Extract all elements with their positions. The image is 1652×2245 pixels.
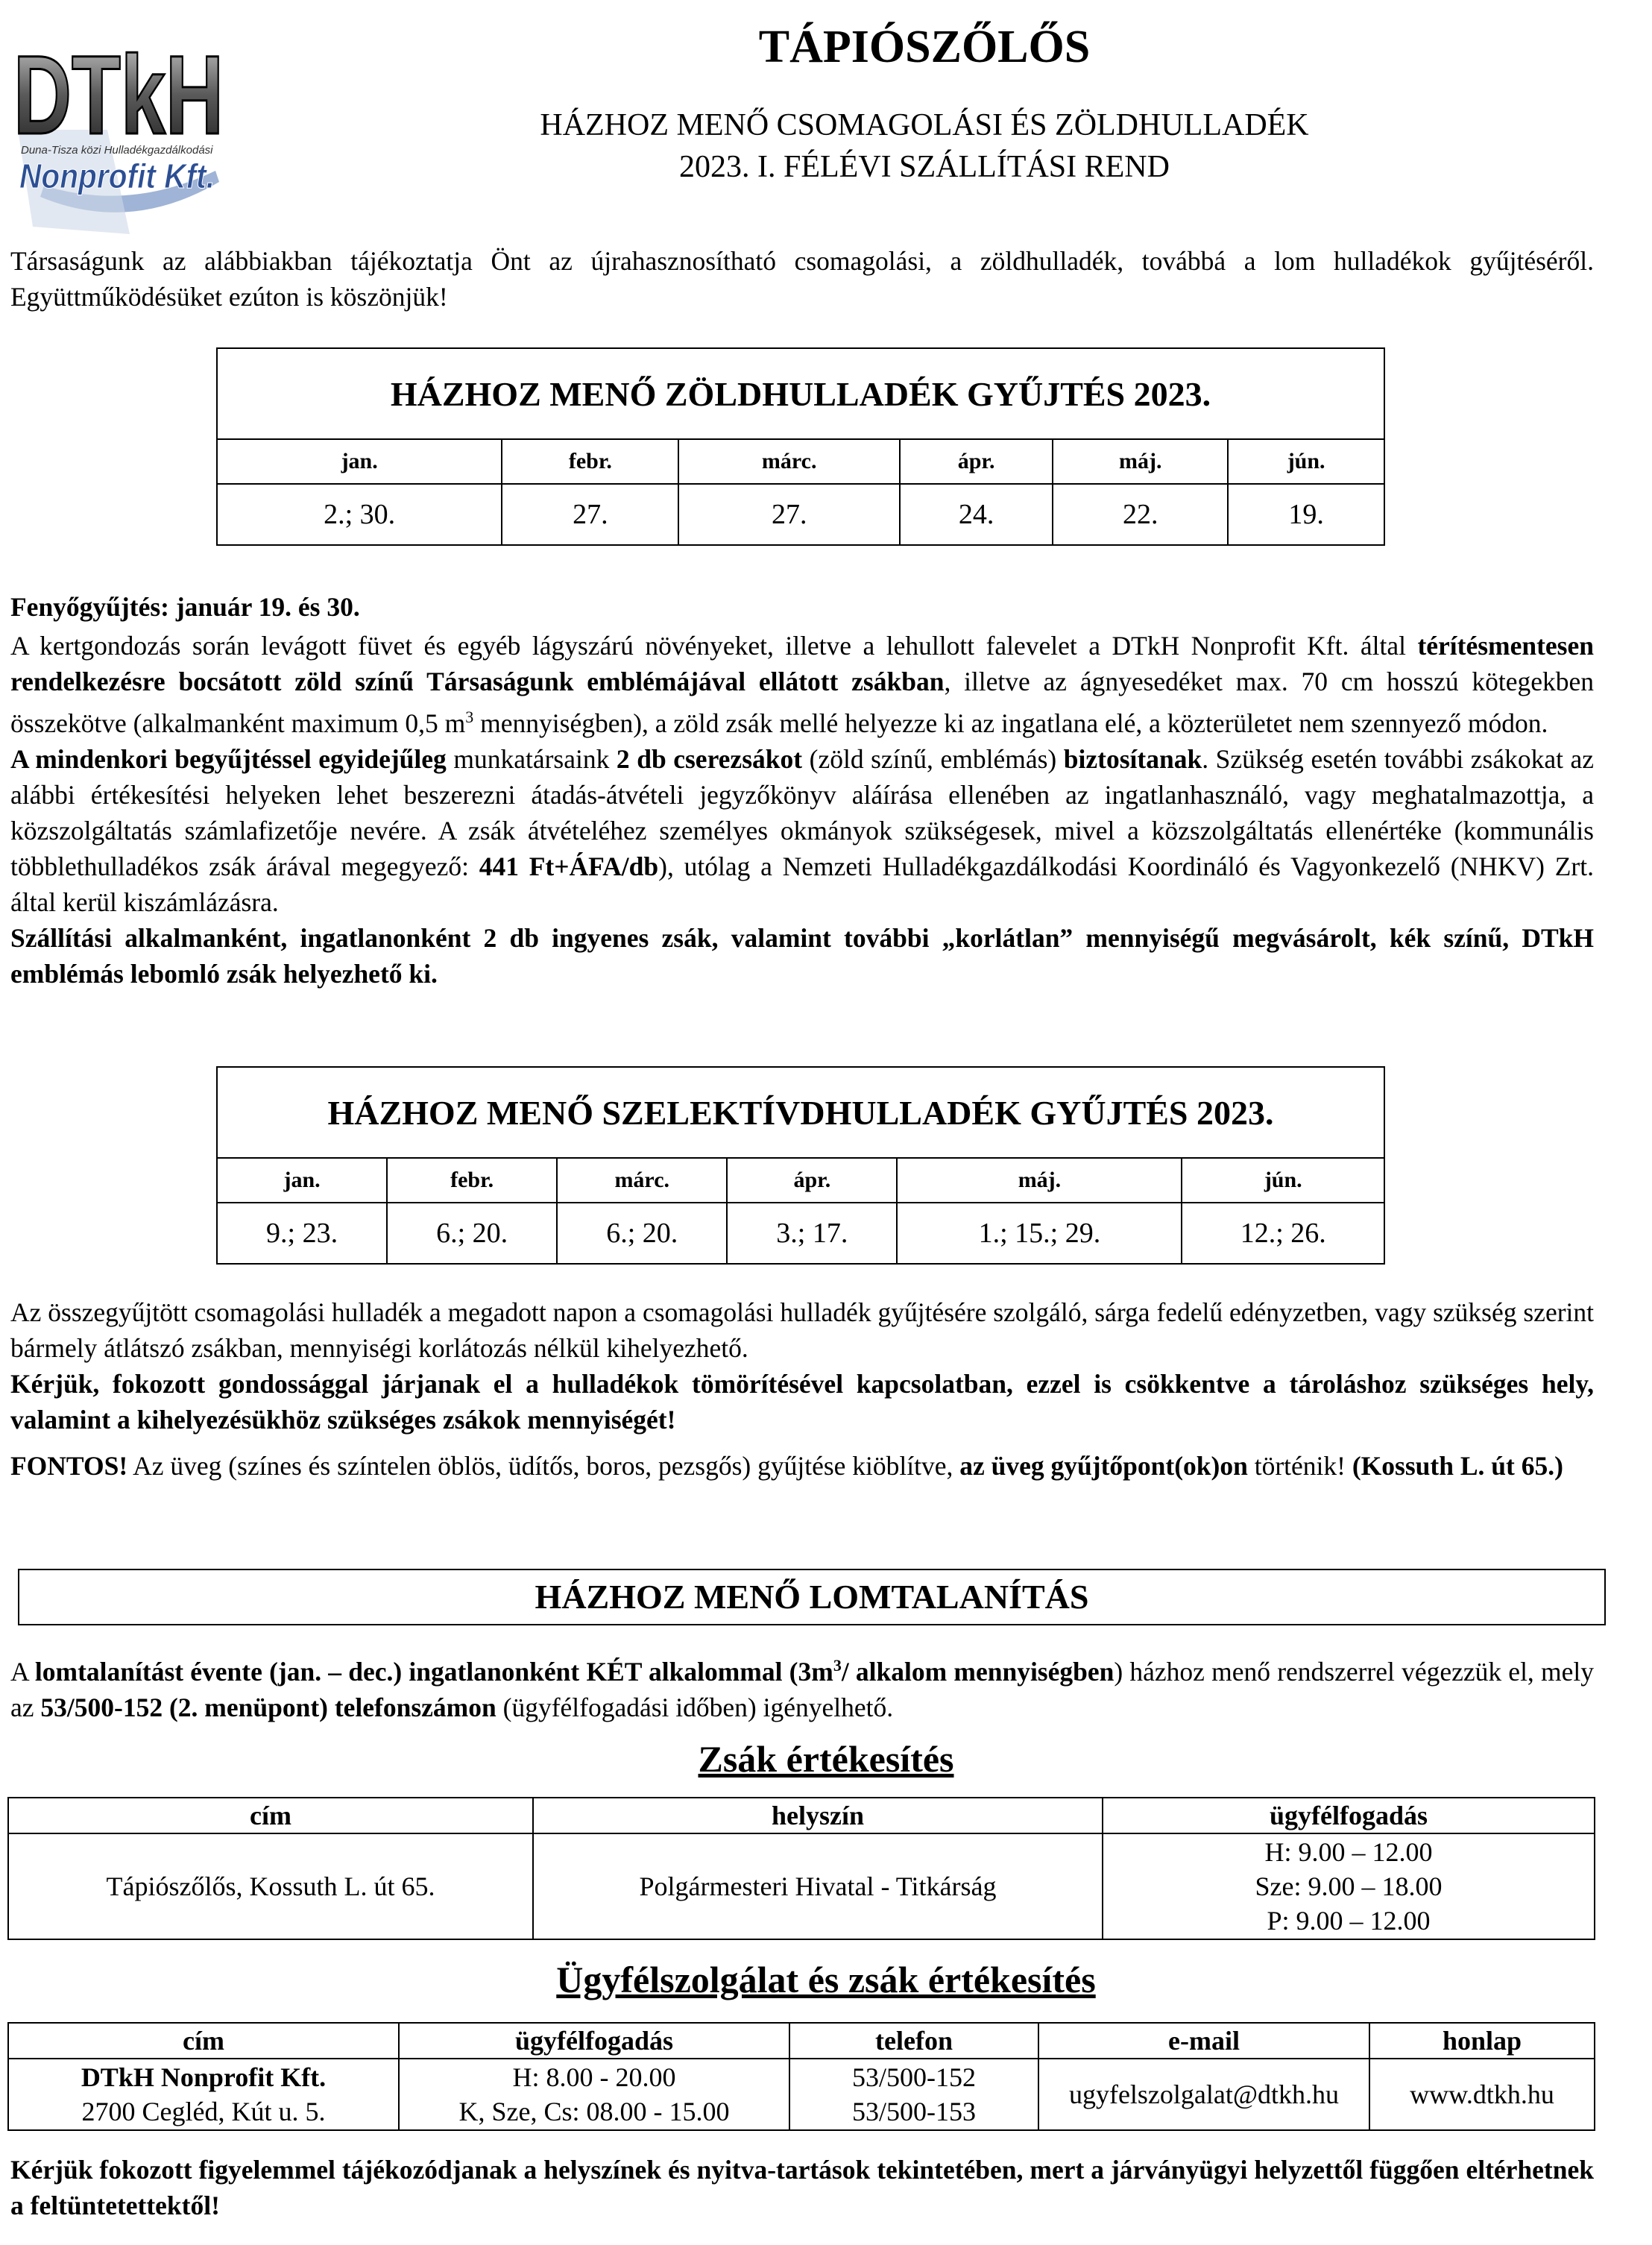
green-paragraph-3: Szállítási alkalmanként, ingatlanonként 2 db ingyenes zsák, valamint további „korlátlan” mennyiségű megvásárolt, kék színű, DTkH emblémás lebomló zsák helyezhető ki. [10,922,1594,989]
month-cell: márc. [557,1158,727,1203]
green-waste-info [10,589,1594,992]
date-cell: 27. [678,484,899,545]
logo-text: DTkH [13,32,224,157]
sales-hours [1103,1833,1595,1939]
date-cell: 3.; 17. [727,1203,897,1264]
company-address: 2700 Cegléd, Kút u. 5. [81,2097,326,2126]
page-subtitle [477,104,1372,188]
dtkh-logo [10,10,227,234]
text-span: ) házhoz menő rendszerrel végezzük el, mely az [10,1656,1594,1722]
date-cell: 12.; 26. [1182,1203,1384,1264]
column-header: ügyfélfogadás [399,2023,789,2059]
hours-line: H: 8.00 - 20.00 [512,2062,676,2092]
subtitle-line-1: HÁZHOZ MENŐ CSOMAGOLÁSI ÉS ZÖLDHULLADÉK [540,108,1309,142]
month-cell: jún. [1228,439,1384,484]
text-span: A [10,1656,35,1687]
green-waste-table [216,347,1385,546]
column-header: helyszín [533,1798,1103,1833]
hours-line: K, Sze, Cs: 08.00 - 15.00 [458,2097,730,2126]
text-span: ), utólag a Nemzeti Hulladékgazdálkodási Koordináló és Vagyonkezelő (NHKV) Zrt. által kerül kiszámlázásra. [10,851,1594,917]
text-span: 2 db cserezsákot [616,743,803,774]
column-header: e-mail [1038,2023,1369,2059]
sales-table [7,1797,1595,1940]
service-phone [789,2059,1038,2130]
text-span: történik! [1247,1451,1352,1481]
month-cell: máj. [1053,439,1228,484]
text-span: térítésmentesen rendelkezésre bocsátott zöld színű Társaságunk emblémájával ellátott zsákban [10,631,1594,696]
date-cell: 9.; 23. [217,1203,387,1264]
sales-address: Tápiószőlős, Kossuth L. út 65. [8,1833,533,1939]
column-header: cím [8,2023,399,2059]
text-span: 441 Ft+ÁFA/db [479,851,659,881]
selective-waste-title: HÁZHOZ MENŐ SZELEKTÍVDHULLADÉK GYŰJTÉS 2023. [217,1067,1384,1158]
date-cell: 6.; 20. [387,1203,557,1264]
text-span: Az üveg (színes és színtelen öblös, üdítős, boros, pezsgős) gyűjtése kiöblítve, [127,1451,960,1481]
page-title: TÁPIÓSZŐLŐS [758,22,1091,72]
text-span: (Kossuth L. út 65.) [1352,1451,1563,1481]
text-span: A mindenkori begyűjtéssel egyidejűleg [10,743,447,774]
column-header: telefon [789,2023,1038,2059]
text-span: az üveg gyűjtőpont(ok)on [959,1451,1248,1481]
date-cell: 27. [502,484,678,545]
selective-paragraph-2: Kérjük, fokozott gondossággal járjanak el a hulladékok tömörítésével kapcsolatban, ezzel is csökkentve a tároláshoz szükséges hely, valamint a kihelyezésükhöz szükséges zsákok mennyiségét! [10,1369,1594,1435]
green-waste-title: HÁZHOZ MENŐ ZÖLDHULLADÉK GYŰJTÉS 2023. [217,348,1384,439]
text-span: mennyiségben), a zöld zsák mellé helyezze ki az ingatlana elé, a közterületet nem szennyező módon. [473,708,1548,738]
sales-title: Zsák értékesítés [698,1738,954,1780]
phone-number: 53/500-153 [852,2097,976,2126]
date-cell: 19. [1228,484,1384,545]
green-paragraph-2 [10,741,1594,920]
date-cell: 1.; 15.; 29. [897,1203,1182,1264]
bulky-waste-title: HÁZHOZ MENŐ LOMTALANÍTÁS [18,1569,1606,1625]
intro-text: Társaságunk az alábbiakban tájékoztatja Önt az újrahasznosítható csomagolási, a zöldhulladék, továbbá a lom hulladékok gyűjtéséről. Együttműködésüket ezúton is köszönjük! [10,246,1594,312]
month-cell: márc. [678,439,899,484]
subtitle-line-2: 2023. I. FÉLÉVI SZÁLLÍTÁSI REND [679,150,1170,184]
logo-company: Nonprofit Kft. [19,157,215,195]
text-span: 3 [833,1656,842,1675]
date-cell: 6.; 20. [557,1203,727,1264]
selective-paragraph-1: Az összegyűjtött csomagolási hulladék a megadott napon a csomagolási hulladék gyűjtésére szolgáló, sárga fedelű edényzetben, vagy szükség szerint bármely átlátszó zsákban, mennyiségi korlátozás nélkül kihelyezhető. [10,1297,1594,1363]
text-span: / alkalom mennyiségben [841,1656,1115,1687]
month-cell: ápr. [900,439,1053,484]
company-name: DTkH Nonprofit Kft. [81,2062,327,2092]
text-span: FONTOS! [10,1451,128,1481]
text-span: (zöld színű, emblémás) [802,743,1064,774]
glass-notice [10,1448,1594,1484]
service-hours [399,2059,789,2130]
service-table [7,2022,1595,2131]
text-span: . Szükség esetén további zsákokat az alábbi értékesítési helyeken lehet beszerezni átadás-átvételi jegyzőkönyv aláírása ellenében az ingatlanhasználó, vagy meghatalmazottja, a közszolgáltatás számlafizetője nevére. A zsák átvételéhez személyes okmányok szükségesek, mivel a közszolgáltatás ellenértéke (kommunális többlethulladékos zsák árával megegyező: [10,743,1595,881]
month-cell: jan. [217,439,502,484]
month-cell: jún. [1182,1158,1384,1203]
date-cell: 22. [1053,484,1228,545]
month-cell: febr. [387,1158,557,1203]
column-header: honlap [1369,2023,1595,2059]
hours-line: Sze: 9.00 – 18.00 [1255,1871,1443,1901]
text-span: biztosítanak [1063,743,1202,774]
phone-number: 53/500-152 [852,2062,976,2092]
date-cell: 24. [900,484,1053,545]
service-title: Ügyfélszolgálat és zsák értékesítés [556,1959,1096,2000]
column-header: cím [8,1798,533,1833]
hours-line: H: 9.00 – 12.00 [1264,1837,1433,1867]
text-span: 53/500-152 (2. menüpont) telefonszámon [40,1692,496,1722]
date-cell: 2.; 30. [217,484,502,545]
text-span: , illetve az ágnyesedéket max. 70 cm hosszú kötegekben összekötve (alkalmanként maximum 0,5 m [10,667,1594,738]
service-website[interactable]: www.dtkh.hu [1369,2059,1595,2130]
hours-line: P: 9.00 – 12.00 [1267,1906,1431,1936]
service-address [8,2059,399,2130]
fir-collection: Fenyőgyűjtés: január 19. és 30. [10,592,360,622]
month-cell: ápr. [727,1158,897,1203]
month-cell: máj. [897,1158,1182,1203]
text-span: lomtalanítást évente (jan. – dec.) ingatlanonként KÉT alkalommal (3m [34,1656,833,1687]
footer-notice: Kérjük fokozott figyelemmel tájékozódjanak a helyszínek és nyitva-tartások tekintetében, mert a járványügyi helyzettől függően eltérhetnek a feltüntetettektől! [10,2155,1594,2220]
text-span: 3 [465,708,474,726]
month-cell: jan. [217,1158,387,1203]
text-span: munkatársaink [446,743,617,774]
green-paragraph-1 [10,628,1594,741]
logo-subtext: Duna-Tisza közi Hulladékgazdálkodási [21,144,213,157]
column-header: ügyfélfogadás [1103,1798,1595,1833]
bulky-waste-info [10,1648,1594,1725]
selective-waste-table [216,1066,1385,1265]
service-email[interactable]: ugyfelszolgalat@dtkh.hu [1038,2059,1369,2130]
text-span: (ügyfélfogadási időben) igényelhető. [496,1692,894,1722]
month-cell: febr. [502,439,678,484]
selective-waste-info [10,1294,1594,1484]
text-span: A kertgondozás során levágott füvet és egyéb lágyszárú növényeket, illetve a lehullott falevelet a DTkH Nonprofit Kft. által [10,631,1418,661]
sales-place: Polgármesteri Hivatal - Titkárság [533,1833,1103,1939]
